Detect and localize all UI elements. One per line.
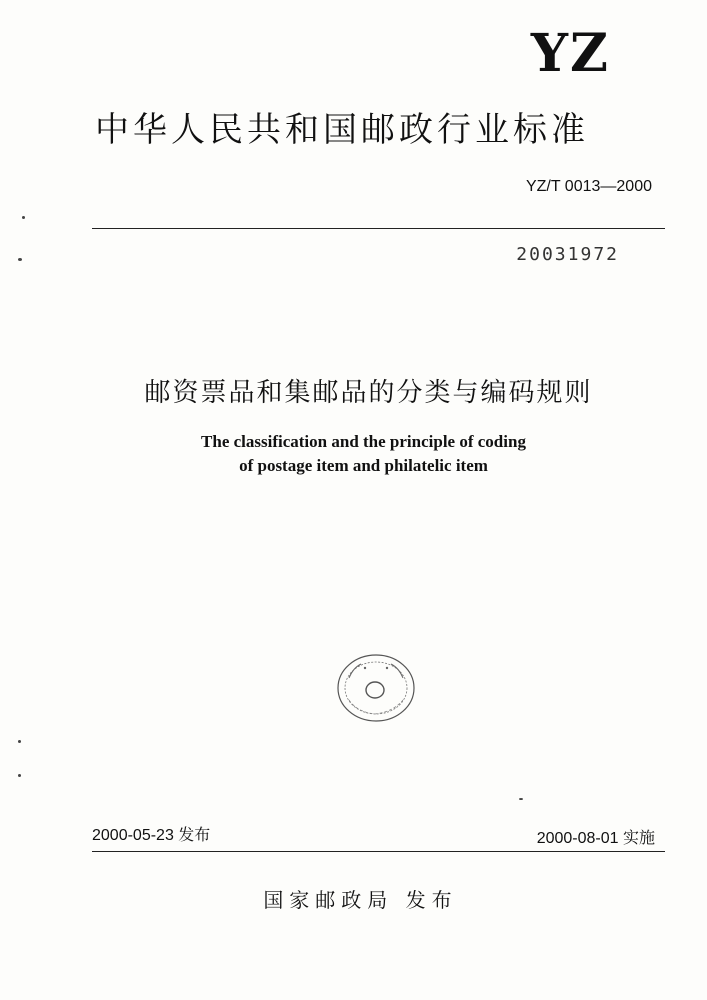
document-title-en-line2: of postage item and philatelic item	[239, 456, 488, 475]
publisher: 国家邮政局 发布	[263, 888, 458, 912]
standard-code: YZ/T 0013—2000	[525, 178, 652, 195]
issue-date: 2000-05-23 发布	[92, 827, 211, 844]
library-seal-icon	[335, 652, 417, 724]
scan-speck	[18, 258, 22, 261]
standard-category-title: 中华人民共和国邮政行业标准	[95, 110, 589, 150]
serial-number: 20031972	[516, 244, 619, 265]
document-title-en-line1: The classification and the principle of coding	[201, 432, 526, 451]
implementation-date: 2000-08-01 实施	[536, 830, 655, 847]
bottom-divider	[92, 851, 665, 852]
yz-logo: YZ	[530, 23, 610, 84]
scan-speck	[22, 216, 25, 219]
document-title-en	[0, 430, 707, 478]
scan-speck	[519, 798, 523, 800]
top-divider	[92, 228, 665, 229]
scan-speck	[18, 774, 21, 777]
document-title-cn: 邮资票品和集邮品的分类与编码规则	[144, 378, 593, 408]
scan-speck	[18, 740, 21, 743]
